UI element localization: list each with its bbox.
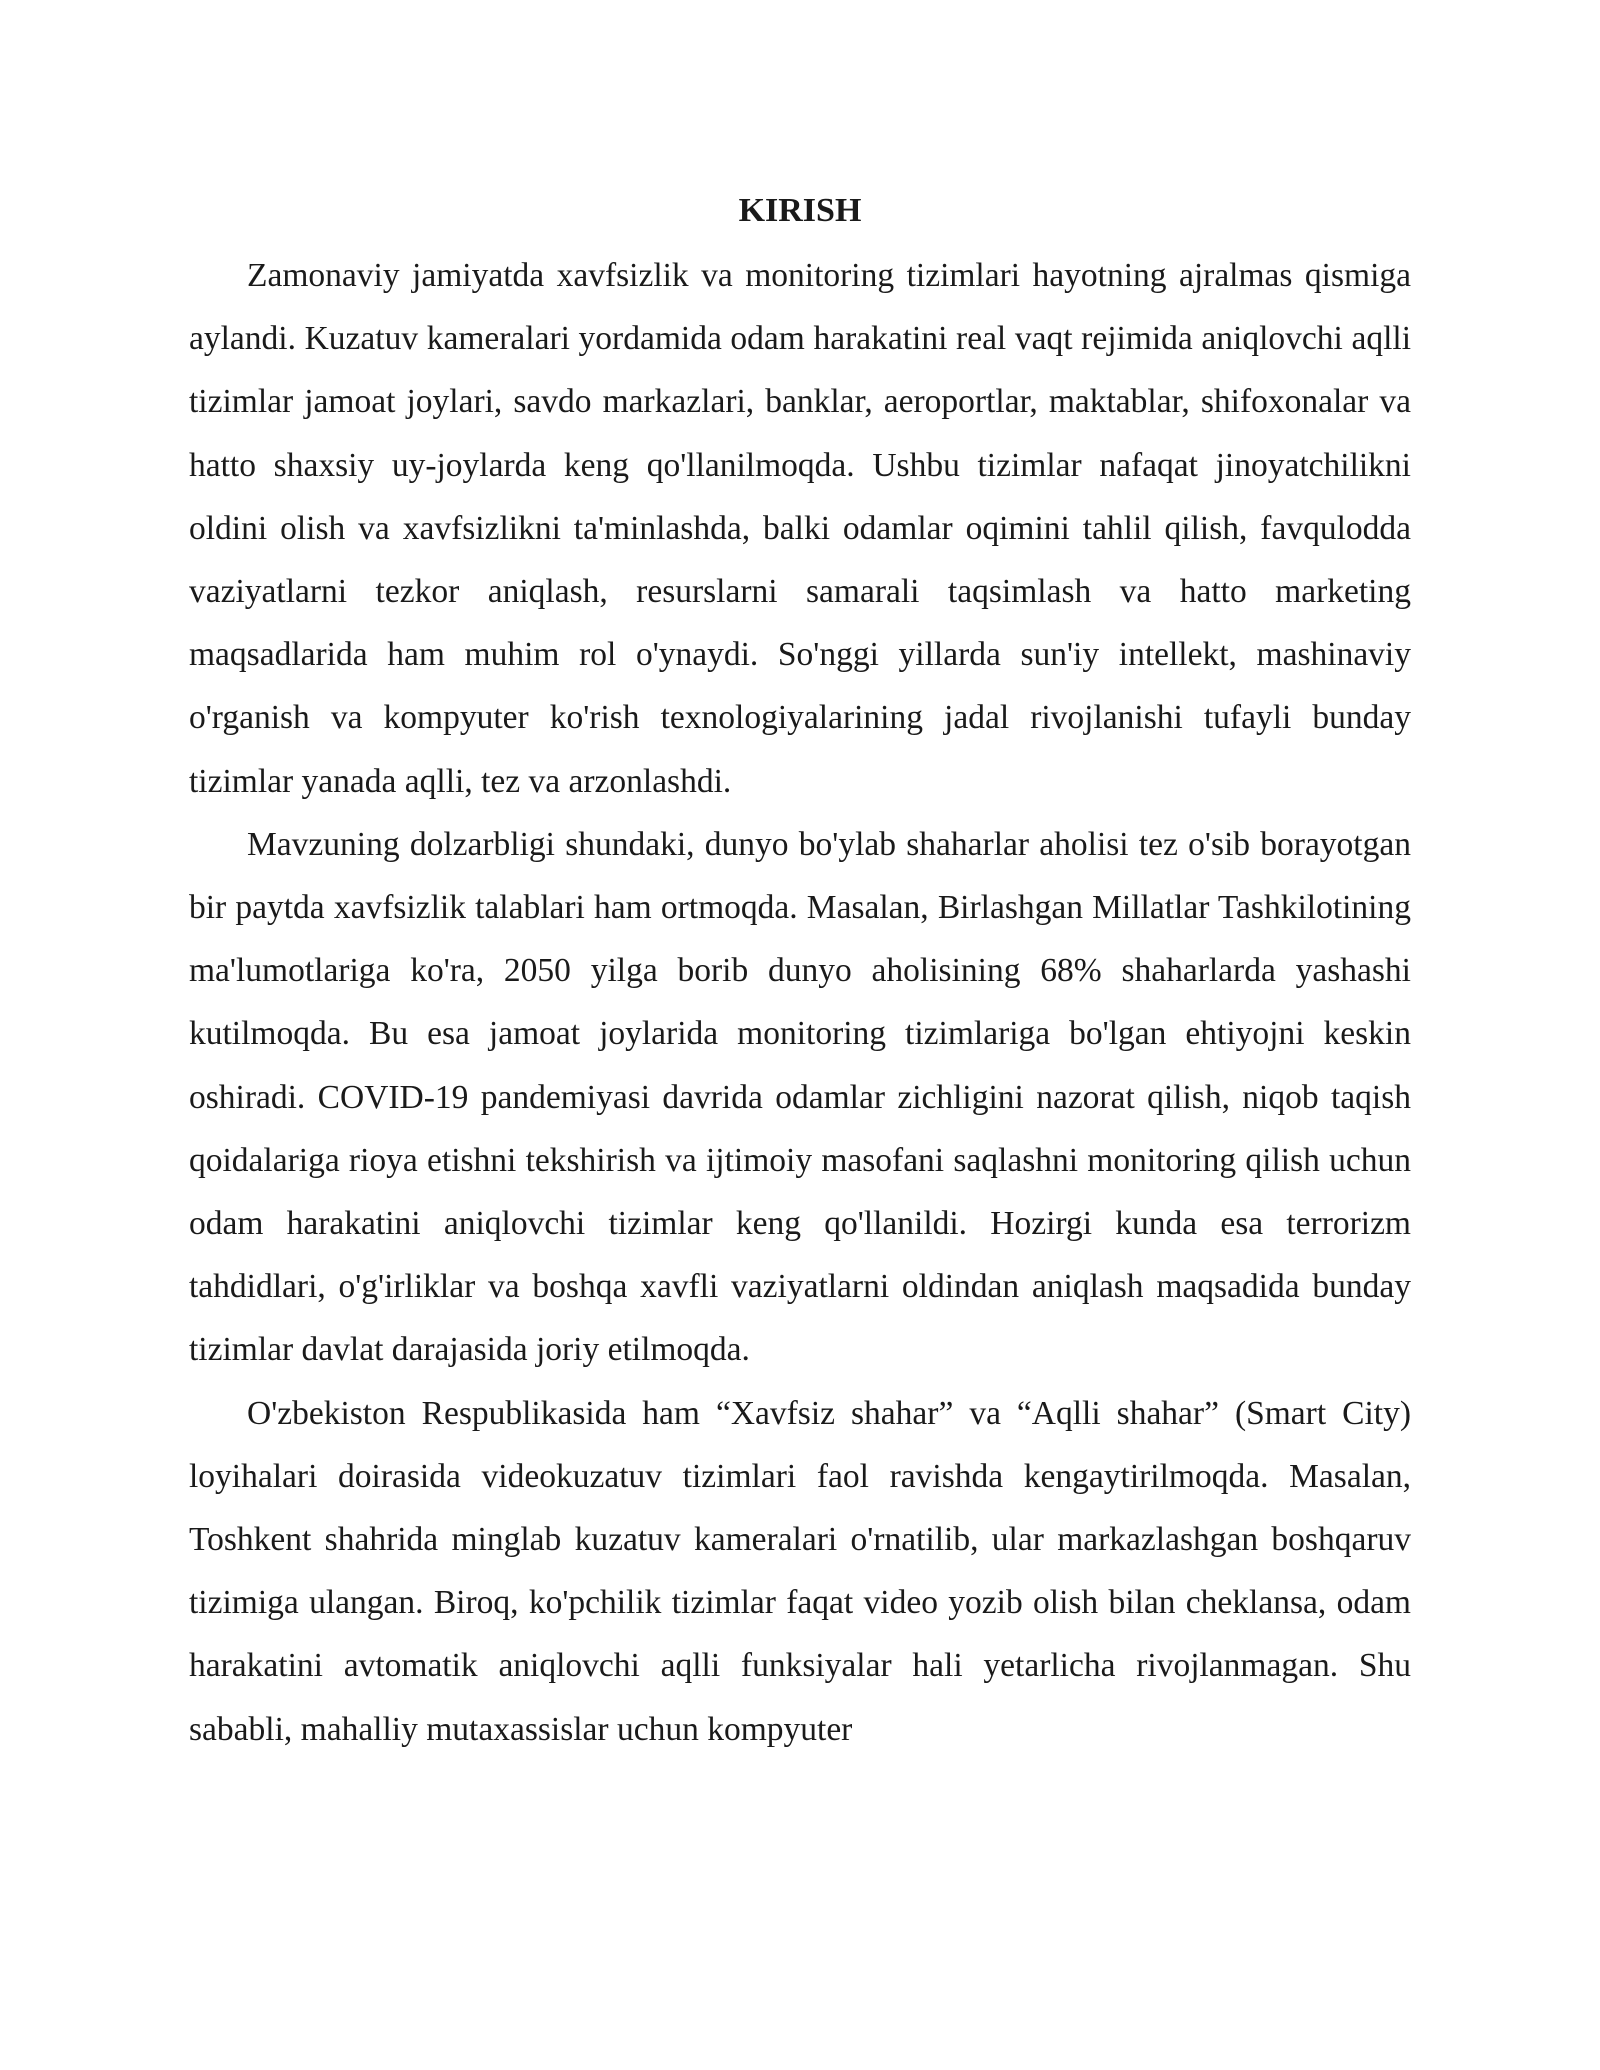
paragraph-intro: Zamonaviy jamiyatda xavfsizlik va monitoring tizimlari hayotning ajralmas qismiga aylandi. Kuzatuv kameralari yordamida odam harakatini real vaqt rejimida aniqlovchi aqlli tizimlar jamoat joylari, savdo markazlari, banklar, aeroportlar, maktablar, shifoxonalar va hatto shaxsiy uy-joylarda keng qo'llanilmoqda. Ushbu tizimlar nafaqat jinoyatchilikni oldini olish va xavfsizlikni ta'minlashda, balki odamlar oqimini tahlil qilish, favqulodda vaziyatlarni tezkor aniqlash, resurslarni samarali taqsimlash va hatto marketing maqsadlarida ham muhim rol o'ynaydi. So'nggi yillarda sun'iy intellekt, mashinaviy o'rganish va kompyuter ko'rish texnologiyalarining jadal rivojlanishi tufayli bunday tizimlar yanada aqlli, tez va arzonlashdi. [189,257,1411,800]
document-body [189,186,1411,1761]
section-title: KIRISH [738,192,862,229]
paragraph-uzbekistan: O'zbekiston Respublikasida ham “Xavfsiz shahar” va “Aqlli shahar” (Smart City) loyihalari doirasida videokuzatuv tizimlari faol ravishda kengaytirilmoqda. Masalan, Toshkent shahrida minglab kuzatuv kameralari o'rnatilib, ular markazlashgan boshqaruv tizimiga ulangan. Biroq, ko'pchilik tizimlar faqat video yozib olish bilan cheklansa, odam harakatini avtomatik aniqlovchi aqlli funksiyalar hali yetarlicha rivojlanmagan. Shu sababli, mahalliy mutaxassislar uchun kompyuter [189,1394,1411,1748]
paragraph-relevance: Mavzuning dolzarbligi shundaki, dunyo bo'ylab shaharlar aholisi tez o'sib borayotgan bir paytda xavfsizlik talablari ham ortmoqda. Masalan, Birlashgan Millatlar Tashkilotining ma'lumotlariga ko'ra, 2050 yilga borib dunyo aholisining 68% shaharlarda yashashi kutilmoqda. Bu esa jamoat joylarida monitoring tizimlariga bo'lgan ehtiyojni keskin oshiradi. COVID-19 pandemiyasi davrida odamlar zichligini nazorat qilish, niqob taqish qoidalariga rioya etishni tekshirish va ijtimoiy masofani saqlashni monitoring qilish uchun odam harakatini aniqlovchi tizimlar keng qo'llanildi. Hozirgi kunda esa terrorizm tahdidlari, o'g'irliklar va boshqa xavfli vaziyatlarni oldindan aniqlash maqsadida bunday tizimlar davlat darajasida joriy etilmoqda. [189,825,1411,1369]
